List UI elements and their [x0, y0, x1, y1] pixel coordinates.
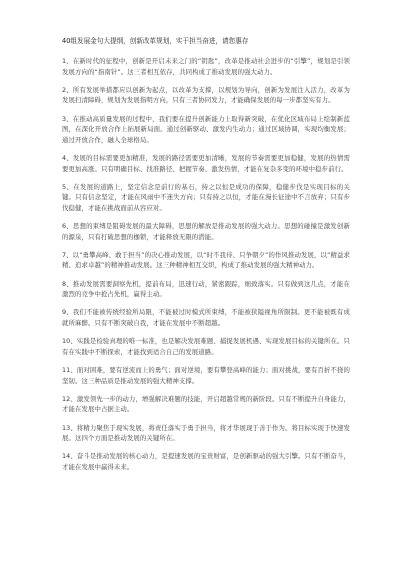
- document-title: 40组发展金句大提纲，创新改革规划，实干担当奋进，请您惠存: [62, 37, 249, 45]
- paragraph-item: 8、推动发展需要洞察先机，提前布局，迅速行动，紧密跟踪，细致落实。只有做到这几点，才能在激烈的竞争中抢占先机，赢得主动。: [62, 279, 350, 299]
- paragraph-item: 1、在新时代的征程中，创新是开启未来之门的“钥匙”，改革是推动社会进步的“引擎”，规划是引领发展方向的“指南针”。这三者相互依存，共同构成了推动发展的强大动力。: [62, 57, 350, 76]
- item-list: [62, 56, 350, 473]
- paragraph-item: 5、在发展的道路上，坚定信念是前行的基石，持之以恒是成功的保障，稳健步伐是实现目标的关键。只有信念坚定，才能在风雨中不迷失方向；只有持之以恒，才能在漫长征途中不言放弃；只有步伐稳健，才能在挑战面前从容应对。: [62, 182, 350, 212]
- paragraph-item: 13、将精力聚焦于现实发展，将责任落实于勇于担当，将才华展现于善于作为。将目标实现于快速发展。这四个方面是推动发展的关键所在。: [62, 423, 350, 443]
- paragraph-item: 2、所有发展举措都应以创新为起点，以改革为支撑，以规划为导向，创新为发展注入活力，改革为发展扫清障碍，规划为发展指明方向，只有三者协同发力，才能确保发展的每一步都坚实有力。: [62, 85, 350, 105]
- paragraph-item: 6、思想的束缚是阻碍发展的最大障碍，思想的解放是推动发展的强大动力。思想的碰撞是激发创新的源泉，只有打破思想的枷锁，才能释放无限的潜能。: [62, 222, 350, 241]
- paragraph-item: 12、激发领先一步的动力，增强解决难题的技能，开启超越常规的新阶段。只有不断提升自身能力，才能在发展中占据主动。: [62, 394, 350, 414]
- paragraph-item: 9、我们不能被传统经验所局限，不能被过时模式所束缚，不能被狭隘视角所限制。更不能被既有成就所麻醉。只有不断突破自我，才能在发展中不断超越。: [62, 308, 350, 328]
- paragraph-item: 7、以“勇攀高峰、敢于担当”的决心推动发展，以“时不我待、只争朝夕”的作风推动发展，以“精益求精、追求卓越”的精神推动发展。这三种精神相互交织，构成了推动发展的强大精神动力。: [62, 250, 350, 270]
- paragraph-item: 4、发展的目标需要更加精准，发展的路径需要更加清晰，发展的节奏需要更加稳健，发展的热情需要更加高涨。只有明确目标、找准路径、把握节奏、激发热情，才能在复杂多变的环境中稳步前行。: [62, 153, 350, 173]
- paragraph-item: 14、奋斗是推动发展的核心动力，是提速发展的宝贵财富，是创新驱动的强大引擎。只有不断奋斗，才能在发展中赢得未来。: [62, 452, 350, 471]
- paragraph-item: 10、实践是检验真理的唯一标准，也是解决发展难题、捕捉发展机遇、实现发展目标的关键所在。只有在实践中不断探索，才能找到适合自己的发展道路。: [62, 337, 350, 356]
- paragraph-item: 3、在推动高质量发展的过程中，我们要在提升创新能力上取得新突破，在优化区域布局上绘制新蓝图，在深化开放合作上拓展新局面。通过创新驱动、激发内生动力；通过区域协调，实现均衡发展；通过开放合作，融入全球格局。: [62, 114, 350, 144]
- paragraph-item: 11、面对困难，要有逆流而上的勇气；面对逆境，要有攀登高峰的能力；面对挑战，要有百折不挠的坚韧。这三种品质是推动发展的强大精神支撑。: [62, 366, 350, 385]
